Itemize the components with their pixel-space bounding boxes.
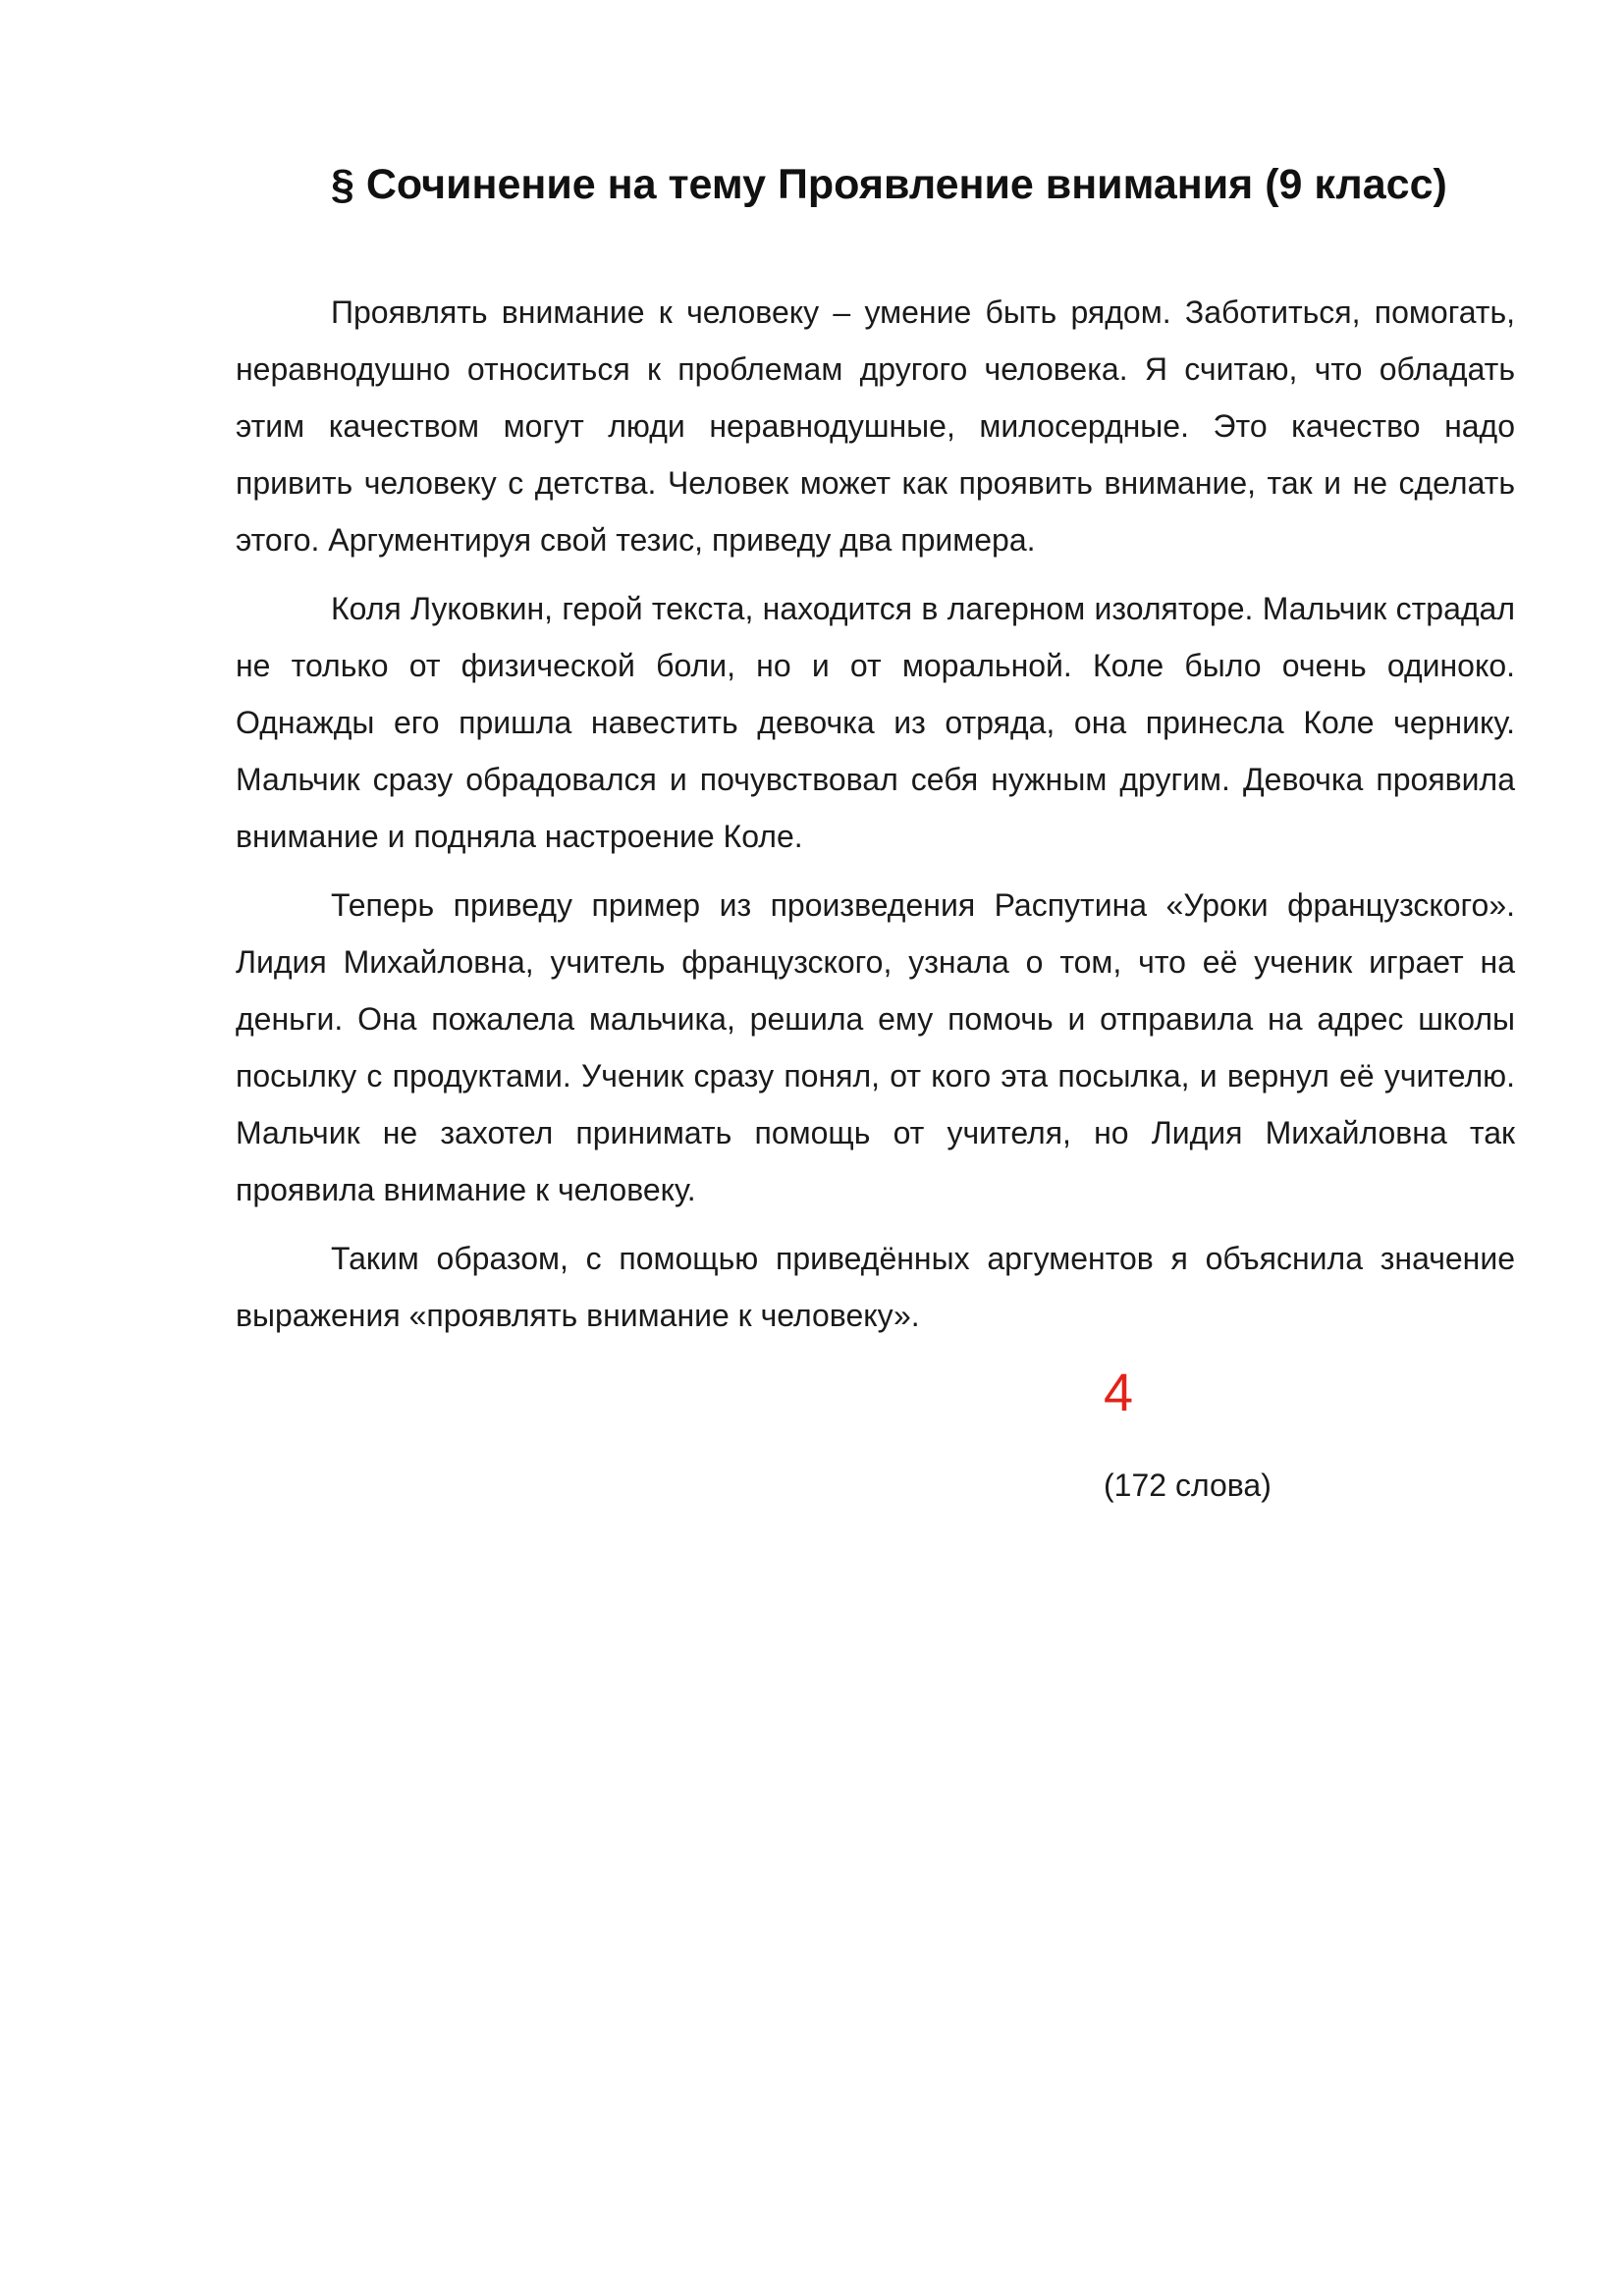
essay-paragraph: Таким образом, с помощью приведённых аргументов я объяснила значение выражения «проявлять внимание к человеку».: [236, 1241, 1515, 1333]
page-title: § Сочинение на тему Проявление внимания (9 класс): [331, 161, 1447, 208]
grade-mark: 4: [1104, 1363, 1134, 1422]
essay-body: [236, 284, 1515, 1356]
essay-paragraph: Коля Луковкин, герой текста, находится в лагерном изоляторе. Мальчик страдал не только от физической боли, но и от моральной. Коле было очень одиноко. Однажды его пришла навестить девочка из отряда, она принесла Коле чернику. Мальчик сразу обрадовался и почувствовал себя нужным другим. Девочка проявила внимание и подняла настроение Коле.: [236, 591, 1515, 854]
essay-paragraph: Теперь приведу пример из произведения Распутина «Уроки французского». Лидия Михайловна, учитель французского, узнала о том, что её ученик играет на деньги. Она пожалела мальчика, решила ему помочь и отправила на адрес школы посылку с продуктами. Ученик сразу понял, от кого эта посылка, и вернул её учителю. Мальчик не захотел принимать помощь от учителя, но Лидия Михайловна так проявила внимание к человеку.: [236, 887, 1515, 1207]
word-count: (172 слова): [1104, 1468, 1272, 1503]
essay-paragraph: Проявлять внимание к человеку – умение быть рядом. Заботиться, помогать, неравнодушно относиться к проблемам другого человека. Я считаю, что обладать этим качеством могут люди неравнодушные, милосердные. Это качество надо привить человеку с детства. Человек может как проявить внимание, так и не сделать этого. Аргументируя свой тезис, приведу два примера.: [236, 294, 1515, 558]
